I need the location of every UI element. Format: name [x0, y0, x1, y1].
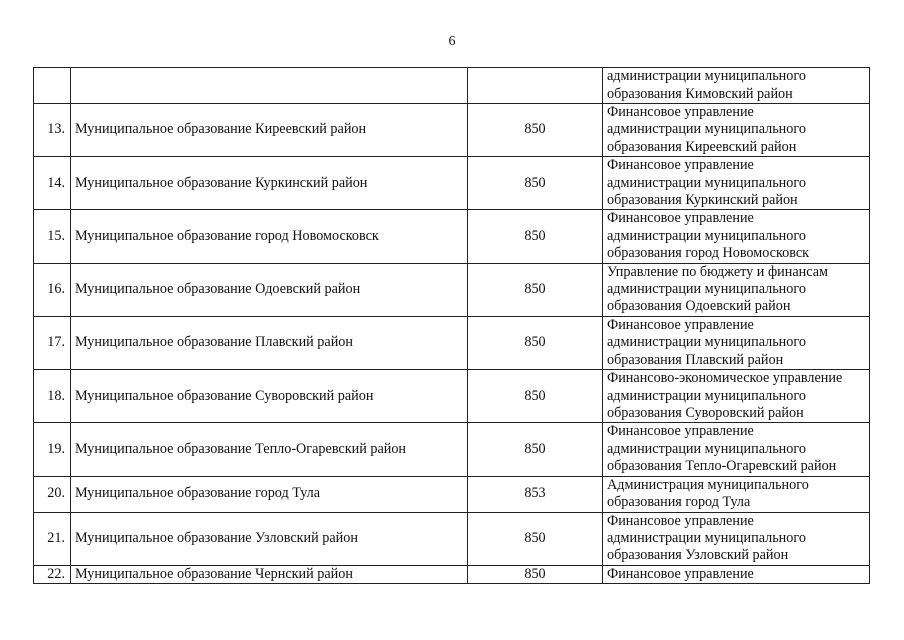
- financial-body-line: администрации муниципального: [607, 174, 806, 191]
- table-row: [34, 476, 870, 512]
- financial-body-line: образования город Тула: [607, 494, 751, 511]
- row-number: 14.: [34, 157, 71, 210]
- financial-body: [603, 68, 870, 104]
- municipality-name: Муниципальное образование Куркинский район: [71, 157, 468, 210]
- financial-body-line: Финансовое управление: [607, 512, 754, 529]
- financial-body-line: образования Одоевский район: [607, 298, 791, 315]
- municipality-name: Муниципальное образование город Тула: [71, 476, 468, 512]
- table-row: [34, 512, 870, 565]
- table-row: [34, 210, 870, 263]
- table-row: [34, 263, 870, 316]
- municipality-name: [71, 68, 468, 104]
- table-row: [34, 370, 870, 423]
- row-number: 21.: [34, 512, 71, 565]
- row-number: 19.: [34, 423, 71, 476]
- municipality-name: Муниципальное образование Суворовский район: [71, 370, 468, 423]
- financial-body: [603, 423, 870, 476]
- table-row: [34, 68, 870, 104]
- municipality-name: Муниципальное образование Узловский район: [71, 512, 468, 565]
- table-row: [34, 157, 870, 210]
- financial-body-line: Финансовое управление: [607, 104, 754, 120]
- row-number: [34, 68, 71, 104]
- financial-body: [603, 104, 870, 157]
- budget-code: 850: [468, 157, 603, 210]
- budget-code: 850: [468, 565, 603, 583]
- row-number: 20.: [34, 476, 71, 512]
- financial-body-line: образования Куркинский район: [607, 192, 798, 209]
- row-number: 18.: [34, 370, 71, 423]
- row-number: 17.: [34, 316, 71, 369]
- budget-code: 853: [468, 476, 603, 512]
- financial-body-line: Финансовое управление: [607, 565, 754, 582]
- financial-body: [603, 316, 870, 369]
- row-number: 13.: [34, 104, 71, 157]
- row-number: 22.: [34, 565, 71, 583]
- financial-body-line: Финансовое управление: [607, 157, 754, 174]
- financial-body-line: администрации муниципального: [607, 68, 806, 85]
- financial-body-line: администрации муниципального: [607, 529, 806, 546]
- financial-body-line: администрации муниципального: [607, 121, 806, 138]
- financial-body-line: Администрация муниципального: [607, 476, 809, 493]
- budget-code: 850: [468, 104, 603, 157]
- financial-body-line: образования город Новомосковск: [607, 245, 810, 262]
- financial-body-line: образования Узловский район: [607, 547, 789, 564]
- financial-body-line: образования Киреевский район: [607, 138, 797, 155]
- financial-body-line: образования Кимовский район: [607, 85, 793, 102]
- budget-code: 850: [468, 423, 603, 476]
- financial-body: [603, 210, 870, 263]
- financial-body-line: образования Плавский район: [607, 351, 784, 368]
- page-number: 6: [448, 34, 456, 49]
- financial-body-line: администрации муниципального: [607, 281, 806, 298]
- row-number: 15.: [34, 210, 71, 263]
- municipality-name: Муниципальное образование Плавский район: [71, 316, 468, 369]
- financial-body-line: Управление по бюджету и финансам: [607, 263, 828, 280]
- municipalities-table: [33, 67, 870, 584]
- budget-code: 850: [468, 316, 603, 369]
- financial-body: [603, 263, 870, 316]
- financial-body-line: Финансовое управление: [607, 316, 754, 333]
- municipality-name: Муниципальное образование город Новомосковск: [71, 210, 468, 263]
- table-row: [34, 104, 870, 157]
- financial-body: [603, 565, 870, 583]
- financial-body-line: Финансовое управление: [607, 423, 754, 440]
- municipality-name: Муниципальное образование Чернский район: [71, 565, 468, 583]
- table-row: [34, 316, 870, 369]
- financial-body-line: администрации муниципального: [607, 387, 806, 404]
- budget-code: 850: [468, 512, 603, 565]
- budget-code: 850: [468, 263, 603, 316]
- financial-body-line: Финансовое управление: [607, 210, 754, 227]
- financial-body-line: администрации муниципального: [607, 227, 806, 244]
- financial-body-line: администрации муниципального: [607, 334, 806, 351]
- financial-body-line: образования Тепло-Огаревский район: [607, 458, 837, 475]
- table-row: [34, 423, 870, 476]
- budget-code: [468, 68, 603, 104]
- budget-code: 850: [468, 370, 603, 423]
- financial-body: [603, 370, 870, 423]
- financial-body: [603, 512, 870, 565]
- budget-code: 850: [468, 210, 603, 263]
- table-body: [34, 68, 870, 584]
- municipality-name: Муниципальное образование Тепло-Огаревский район: [71, 423, 468, 476]
- municipality-name: Муниципальное образование Одоевский район: [71, 263, 468, 316]
- financial-body: [603, 476, 870, 512]
- financial-body-line: администрации муниципального: [607, 440, 806, 457]
- financial-body-line: образования Суворовский район: [607, 404, 804, 421]
- row-number: 16.: [34, 263, 71, 316]
- municipality-name: Муниципальное образование Киреевский район: [71, 104, 468, 157]
- financial-body-line: Финансово-экономическое управление: [607, 370, 843, 387]
- financial-body: [603, 157, 870, 210]
- table-row: [34, 565, 870, 583]
